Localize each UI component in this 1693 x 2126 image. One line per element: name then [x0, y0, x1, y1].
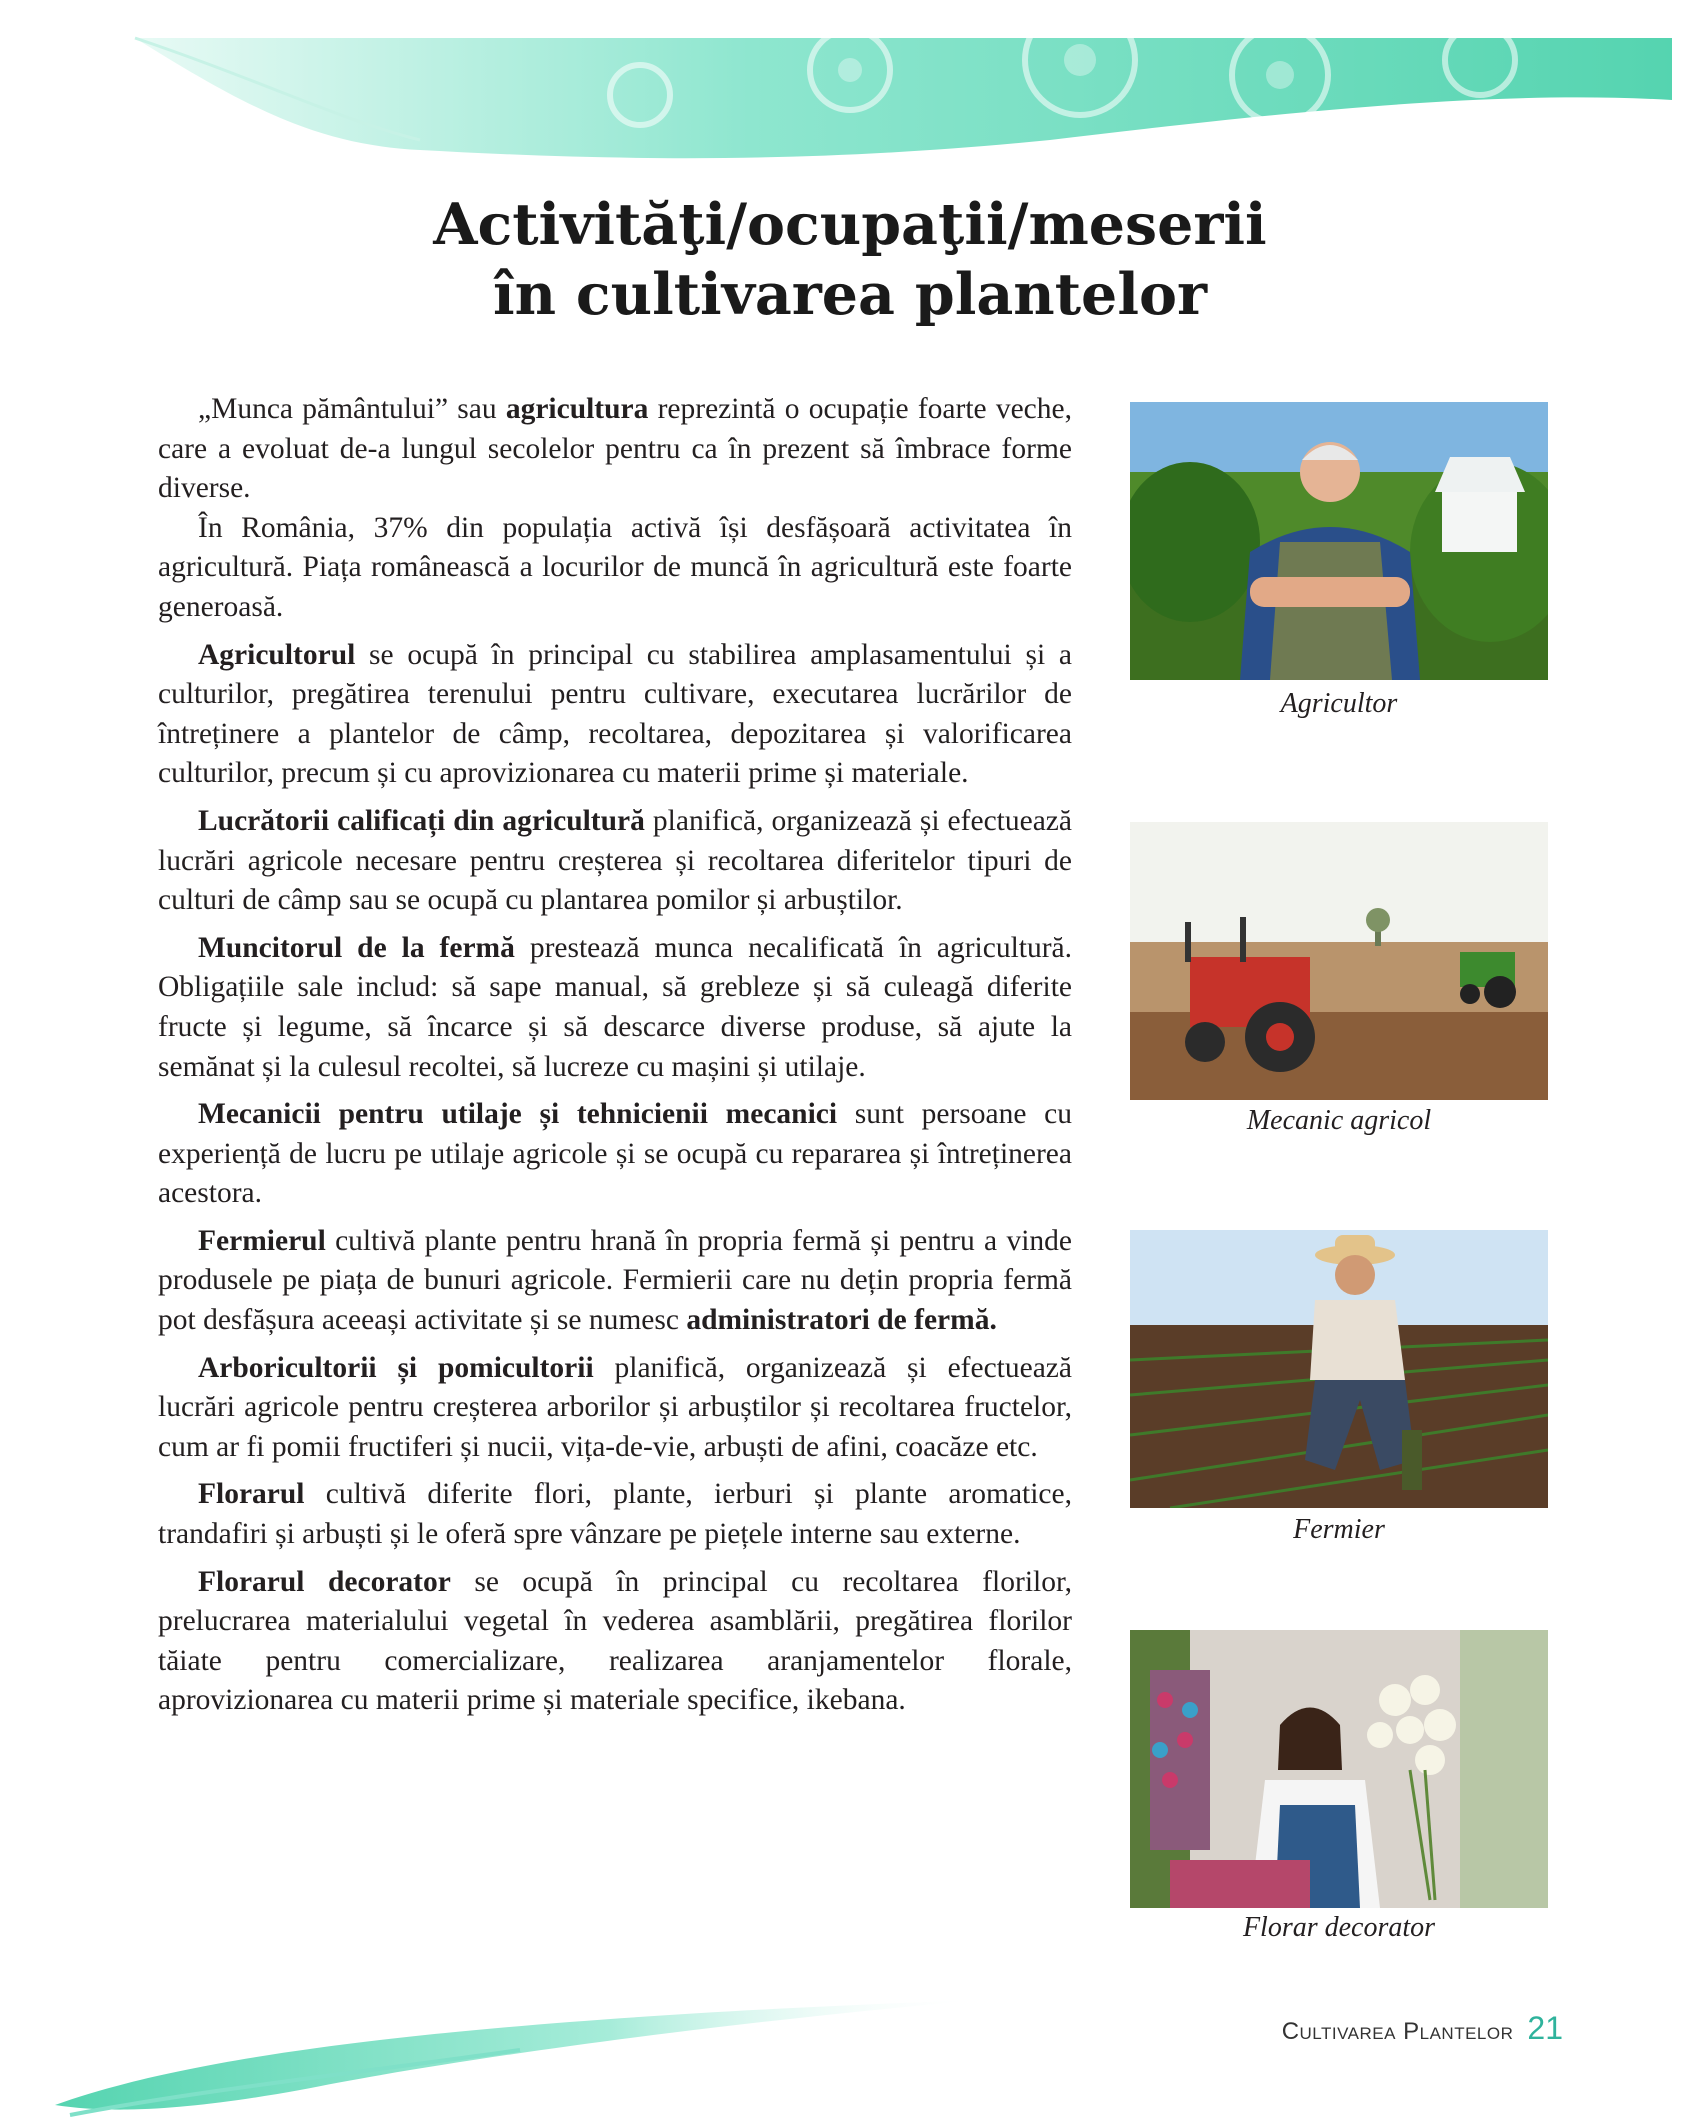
caption-mecanic-agricol: Mecanic agricol: [1246, 1105, 1432, 1136]
term-agricultorul: Agricultorul: [198, 638, 356, 671]
term-florarul: Florarul: [198, 1478, 305, 1511]
caption-florar-decorator: Florar decorator: [1242, 1912, 1436, 1943]
paragraph-lucratori: [158, 802, 1072, 921]
lucratori-text: planifică, organizează și efectuează lucrări agricole necesare pentru creșterea și recoltarea diferitelor tipuri de culturi de câmp sau se ocupă cu plantarea pomilor și arbuștilor.: [158, 804, 1072, 917]
term-florar-decorator: Florarul decorator: [198, 1565, 451, 1598]
page-footer: [1282, 2010, 1563, 2047]
paragraph-fermier: [158, 1222, 1072, 1341]
caption-fermier: Fermier: [1293, 1514, 1385, 1545]
fermier-photo: [1130, 1230, 1548, 1508]
agricultor-photo: [1130, 402, 1548, 680]
term-arboricultori: Arboricultorii și pomicultorii: [198, 1351, 594, 1384]
mecanic-agricol-photo: [1130, 822, 1548, 1100]
florar-decorator-photo: [1130, 1630, 1548, 1908]
paragraph-mecanici: [158, 1095, 1072, 1214]
term-mecanici: Mecanicii pentru utilaje și tehnicienii mecanici: [198, 1098, 838, 1131]
paragraph-arboricultori: [158, 1349, 1072, 1468]
term-agricultura: agricultura: [505, 393, 649, 425]
term-muncitor: Muncitorul de la fermă: [198, 931, 515, 964]
arboricultori-text: planifică, organizează și efectuează lucrări agricole pentru creșterea arborilor și arbuștilor și recoltarea fructelor, cum ar fi pomii fructiferi și nucii, vița-de-vie, arbuști de afini, coacăze etc.: [158, 1351, 1072, 1463]
bottom-decorative-banner: [0, 1980, 1693, 2126]
body-text: [158, 390, 1072, 1729]
agricultor-text: se ocupă în principal cu stabilirea amplasamentului și a culturilor, pregătirea terenului pentru cultivare, executarea lucrărilor de întreținere a plantelor de câmp, recoltarea, depozitarea și valorificarea culturilor, precum și cu aprovizionarea cu materii prime și materiale.: [158, 638, 1072, 790]
paragraph-florar: [158, 1475, 1072, 1554]
top-decorative-banner: [0, 0, 1693, 170]
paragraph-romania: [158, 509, 1072, 628]
page-number: 21: [1527, 2010, 1563, 2046]
paragraph-intro: [158, 390, 1072, 509]
title-line-1: Activităţi/ocupaţii/meserii: [433, 191, 1267, 258]
fermier-text: cultivă plante pentru hrană în propria fermă și pentru a vinde produsele pe piața de bunuri agricole. Fermierii care nu dețin propria fermă pot desfășura aceeași activitate și se numesc: [158, 1224, 1072, 1337]
caption-agricultor: Agricultor: [1280, 688, 1398, 719]
term-fermierul: Fermierul: [198, 1224, 326, 1257]
mecanici-text: sunt persoane cu experiență de lucru pe utilaje agricole și se ocupă cu repararea și întreținerea acestora.: [158, 1098, 1073, 1210]
intro-text-start: „Munca pământului” sau: [198, 393, 506, 425]
title-line-2: în cultivarea plantelor: [492, 261, 1208, 328]
page-title: [250, 190, 1450, 330]
footer-section-title: Cultivarea Plantelor: [1281, 2018, 1514, 2045]
paragraph-muncitor: [158, 929, 1072, 1087]
muncitor-text: prestează munca necalificată în agricultură. Obligațiile sale includ: să sape manual, să grebleze și să culeagă diferite fructe și legume, să încarce și să descarce diverse produse, să ajute la semănat și la culesul recoltei, să lucreze cu mașini și utilaje.: [158, 931, 1073, 1083]
florar-text: cultivă diferite flori, plante, ierburi și plante aromatice, trandafiri și arbuști și le oferă spre vânzare pe piețele interne sau externe.: [158, 1478, 1072, 1551]
florar-decorator-text: se ocupă în principal cu recoltarea florilor, prelucrarea materialului vegetal în vederea asamblării, pregătirea florilor tăiate pentru comercializare, realizarea aranjamentelor florale, aprovizionarea cu materii prime și materiale specifice, ikebana.: [158, 1565, 1072, 1717]
term-administratori: administratori de fermă.: [686, 1304, 997, 1337]
paragraph-agricultor: [158, 636, 1072, 794]
term-lucratori: Lucrătorii calificați din agricultură: [198, 804, 645, 837]
intro-text-end: reprezintă o ocupație foarte veche, care a evoluat de-a lungul secolelor pentru ca în prezent să îmbrace forme diverse.: [158, 393, 1072, 505]
paragraph-florar-decorator: [158, 1563, 1072, 1721]
romania-text: În România, 37% din populația activă își desfășoară activitatea în agricultură. Piața românească a locurilor de muncă în agricultură este foarte generoasă.: [158, 511, 1072, 623]
